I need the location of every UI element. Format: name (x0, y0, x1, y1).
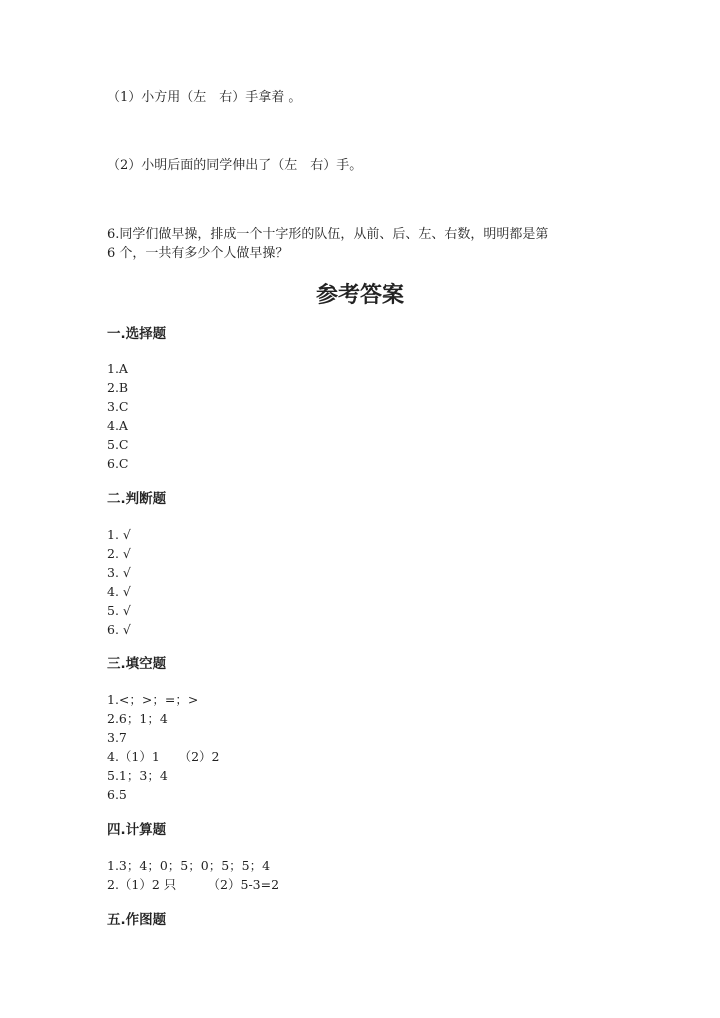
answer-item: 5.C (107, 437, 129, 452)
answer-item: 6.C (107, 456, 129, 471)
question-5-part-2: （2）小明后面的同学伸出了（左 右）手。 (107, 158, 363, 173)
answer-list-true-false (107, 525, 131, 639)
answer-item: 1.3；4；0；5；0；5；5；4 (107, 858, 271, 873)
answer-item: 5.1；3；4 (107, 768, 168, 783)
answer-item: 4.（1）1 （2）2 (107, 749, 220, 764)
answer-item: 4.A (107, 418, 128, 433)
section-heading-fill-in: 三.填空题 (107, 656, 167, 672)
answer-item: 6.5 (107, 787, 127, 802)
section-heading-calculation: 四.计算题 (107, 822, 167, 838)
answer-item: 1.<；>；=；> (107, 692, 199, 707)
answer-item: 2.B (107, 380, 129, 395)
question-6-line-2: 6 个，一共有多少个人做早操？ (107, 246, 289, 261)
section-heading-multiple-choice: 一.选择题 (107, 326, 167, 342)
answer-item: 4. √ (107, 584, 131, 599)
answer-item: 3.C (107, 399, 129, 414)
section-heading-true-false: 二.判断题 (107, 491, 167, 507)
answer-list-fill-in (107, 690, 220, 804)
answer-item: 3.7 (107, 730, 127, 745)
answer-item: 6. √ (107, 622, 131, 637)
answer-list-calculation (107, 856, 279, 894)
answer-key-title: 参考答案 (315, 282, 404, 308)
answer-item: 2.（1）2 只 （2）5-3=2 (107, 877, 280, 892)
section-heading-drawing: 五.作图题 (107, 912, 167, 928)
answer-list-multiple-choice (107, 359, 129, 473)
answer-item: 2.6；1；4 (107, 711, 168, 726)
answer-item: 1.A (107, 361, 128, 376)
answer-item: 2. √ (107, 546, 131, 561)
answer-item: 3. √ (107, 565, 131, 580)
question-6-line-1: 6.同学们做早操，排成一个十字形的队伍，从前、后、左、右数，明明都是第 (107, 227, 549, 242)
question-5-part-1: （1）小方用（左 右）手拿着 。 (107, 90, 302, 105)
answer-item: 1. √ (107, 527, 131, 542)
answer-item: 5. √ (107, 603, 131, 618)
